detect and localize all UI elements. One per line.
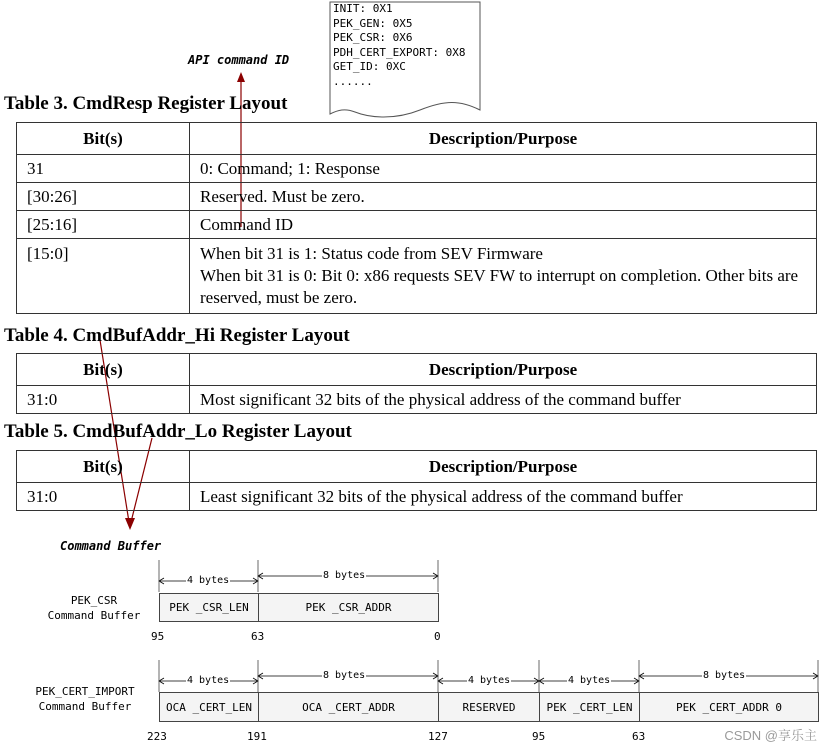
desc-cell: Reserved. Must be zero. [190, 183, 817, 211]
offset-label: 95 [151, 630, 165, 643]
desc-cell [190, 239, 817, 314]
api-command-id-label: API command ID [188, 53, 290, 67]
table-row [17, 239, 817, 314]
field-pek-cert-addr: PEK _CERT_ADDR 0 [639, 692, 819, 722]
offset-label: 63 [251, 630, 265, 643]
desc-cell: Most significant 32 bits of the physical address of the command buffer [190, 386, 817, 414]
table5-title: Table 5. CmdBufAddr_Lo Register Layout [4, 421, 352, 442]
field-pek-cert-len: PEK _CERT_LEN [539, 692, 640, 722]
table5 [16, 450, 817, 511]
bits-cell: 31 [17, 155, 190, 183]
buffer-name-line: PEK_CSR [70, 594, 118, 607]
size-label: 4 bytes [568, 675, 611, 686]
api-id-item: PEK_CSR: 0X6 [333, 31, 413, 45]
buffer-name-line: Command Buffer [47, 609, 141, 622]
offset-label: 191 [247, 730, 267, 743]
field-pek-csr-addr: PEK _CSR_ADDR [258, 593, 439, 622]
col-header-bits: Bit(s) [17, 354, 190, 386]
field-oca-cert-len: OCA _CERT_LEN [159, 692, 259, 722]
table3 [16, 122, 817, 314]
api-id-item: INIT: 0X1 [333, 2, 393, 15]
command-buffer-label: Command Buffer [60, 539, 162, 553]
size-label: 8 bytes [703, 670, 746, 681]
bits-cell: 31:0 [17, 386, 190, 414]
size-label: 8 bytes [323, 570, 366, 581]
col-header-desc: Description/Purpose [190, 451, 817, 483]
desc-cell: 0: Command; 1: Response [190, 155, 817, 183]
buffer-name-line: Command Buffer [38, 700, 132, 713]
offset-label: 127 [428, 730, 448, 743]
api-id-list [333, 2, 465, 90]
buffer-arrowhead [125, 518, 135, 530]
bits-cell: 31:0 [17, 483, 190, 511]
size-label: 4 bytes [187, 675, 230, 686]
col-header-bits: Bit(s) [17, 123, 190, 155]
buffer-name-line: PEK_CERT_IMPORT [35, 685, 135, 698]
field-oca-cert-addr: OCA _CERT_ADDR [258, 692, 439, 722]
table-row [17, 183, 817, 211]
api-id-item: ...... [333, 74, 373, 88]
table-row [17, 483, 817, 511]
col-header-desc: Description/Purpose [190, 354, 817, 386]
command-id-arrowhead [237, 72, 245, 82]
offset-label: 63 [632, 730, 646, 743]
offset-label: 0 [434, 630, 441, 643]
desc-line: When bit 31 is 0: Bit 0: x86 requests SEV FW to interrupt on completion. Other bits are reserved, must be zero. [200, 266, 799, 307]
field-pek-csr-len: PEK _CSR_LEN [159, 593, 259, 622]
pek-cert-import-buffer-name [22, 684, 148, 714]
size-label: 4 bytes [187, 575, 230, 586]
table3-title: Table 3. CmdResp Register Layout [4, 93, 288, 114]
size-label: 4 bytes [468, 675, 511, 686]
desc-cell: Command ID [190, 211, 817, 239]
size-label: 8 bytes [323, 670, 366, 681]
api-id-item: PDH_CERT_EXPORT: 0X8 [333, 45, 466, 59]
bits-cell: [25:16] [17, 211, 190, 239]
col-header-bits: Bit(s) [17, 451, 190, 483]
api-id-item: PEK_GEN: 0X5 [333, 16, 413, 30]
table4 [16, 353, 817, 414]
bits-cell: [15:0] [17, 239, 190, 314]
col-header-desc: Description/Purpose [190, 123, 817, 155]
table-row [17, 386, 817, 414]
desc-line: When bit 31 is 1: Status code from SEV Firmware [200, 244, 543, 263]
table-row [17, 155, 817, 183]
api-id-item: GET_ID: 0XC [333, 60, 406, 74]
field-reserved: RESERVED [438, 692, 540, 722]
pek-csr-buffer-name [40, 593, 148, 623]
desc-cell: Least significant 32 bits of the physical address of the command buffer [190, 483, 817, 511]
table4-title: Table 4. CmdBufAddr_Hi Register Layout [4, 325, 350, 346]
offset-label: 95 [532, 730, 546, 743]
bits-cell: [30:26] [17, 183, 190, 211]
watermark: CSDN @享乐主 [724, 728, 817, 743]
offset-label: 223 [147, 730, 167, 743]
table-row [17, 211, 817, 239]
